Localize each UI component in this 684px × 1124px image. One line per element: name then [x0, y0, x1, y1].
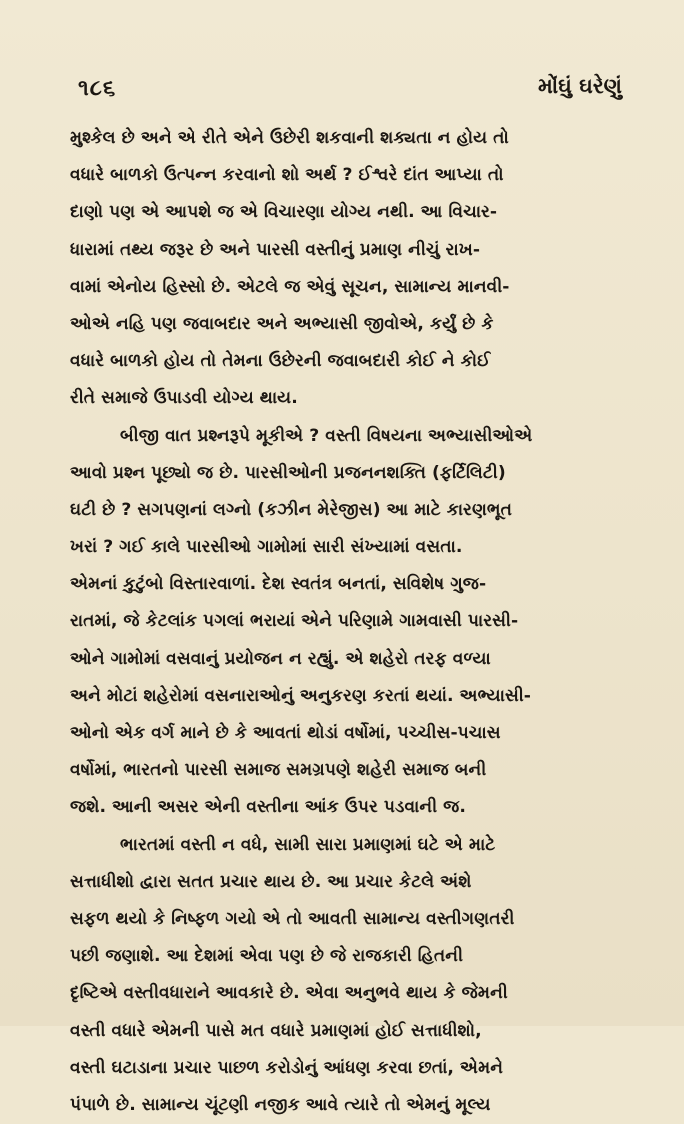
text-line: ભારતમાં વસ્તી ન વધે, સામી સારા પ્રમાણમાં ઘટે એ માટે	[120, 834, 496, 855]
text-line: સત્તાધીશો દ્વારા સતત પ્રચાર થાય છે. આ પ્રચાર કેટલે અંશે	[70, 871, 472, 892]
text-line: રાતમાં, જે કેટલાંક પગલાં ભરાયાં એને પરિણામે ગામવાસી પારસી-	[70, 611, 519, 632]
text-line: ઓનો એક વર્ગ માને છે કે આવતાં થોડાં વર્ષોમાં, પચ્ચીસ-પચાસ	[70, 723, 501, 743]
text-line: ઓને ગામોમાં વસવાનું પ્રયોજન ન રહ્યું. એ શહેરો તરફ વળ્યા	[70, 648, 491, 669]
body-text	[70, 120, 630, 1124]
paragraph-3	[70, 827, 630, 1124]
text-line: વધારે બાળકો ઉત્પન્ન કરવાનો શો અર્થ ? ઈશ્વરે દાંત આપ્યા તો	[70, 165, 504, 186]
text-line: વામાં એનોય હિસ્સો છે. એટલે જ એવું સૂચન, સામાન્ય માનવી-	[70, 276, 510, 297]
text-line: અને મોટાં શહેરોમાં વસનારાઓનું અનુકરણ કરતાં થયાં. અભ્યાસી-	[70, 685, 531, 706]
page-number: ૧૮૬	[78, 76, 117, 101]
text-line: વર્ષોમાં, ભારતનો પારસી સમાજ સમગ્રપણે શહેરી સમાજ બની	[70, 760, 487, 781]
text-line: ઓએ નહિ પણ જવાબદાર અને અભ્યાસી જીવોએ, કર્યું છે કે	[70, 313, 494, 334]
text-line: આવો પ્રશ્ન પૂછ્યો જ છે. પારસીઓની પ્રજનનશક્તિ (ફર્ટિલિટી)	[70, 462, 506, 483]
text-line: જશે. આની અસર એની વસ્તીના આંક ઉપર પડવાની જ.	[70, 797, 466, 818]
page-header	[68, 68, 622, 108]
paragraph-1	[70, 120, 630, 418]
running-title: મોંઘું ઘરેણું	[538, 74, 622, 98]
text-line: ઘટી છે ? સગપણનાં લગ્નો (કઝીન મેરેજીસ) આ માટે કારણભૂત	[70, 499, 513, 520]
paragraph-2	[70, 418, 630, 827]
text-line: વધારે બાળકો હોય તો તેમના ઉછેરની જવાબદારી કોઈ ને કોઈ	[70, 351, 491, 372]
text-line: પછી જણાશે. આ દેશમાં એવા પણ છે જે રાજકારી હિતની	[70, 946, 463, 967]
text-line: દાણો પણ એ આપશે જ એ વિચારણા યોગ્ય નથી. આ વિચાર-	[70, 202, 498, 223]
text-line: મુશ્કેલ છે અને એ રીતે એને ઉછેરી શકવાની શક્યતા ન હોય તો	[70, 128, 509, 148]
text-line: વસ્તી ઘટાડાના પ્રચાર પાછળ કરોડોનું આંધણ કરવા છતાં, એમને	[70, 1057, 504, 1078]
text-line: વસ્તી વધારે એમની પાસે મત વધારે પ્રમાણમાં હોઈ સત્તાધીશો,	[70, 1020, 482, 1041]
text-line: પંપાળે છે. સામાન્ય ચૂંટણી નજીક આવે ત્યારે તો એમનું મૂલ્ય	[70, 1094, 491, 1115]
text-line: બીજી વાત પ્રશ્નરૂપે મૂકીએ ? વસ્તી વિષયના અભ્યાસીઓએ	[120, 425, 533, 446]
text-line: સફળ થયો કે નિષ્ફળ ગયો એ તો આવતી સામાન્ય વસ્તીગણતરી	[70, 908, 515, 929]
text-line: ધારામાં તથ્ય જરૂર છે અને પારસી વસ્તીનું પ્રમાણ નીચું રાખ-	[70, 239, 480, 260]
text-line: એમનાં કુટુંબો વિસ્તારવાળાં. દેશ સ્વતંત્ર બનતાં, સવિશેષ ગુજ-	[70, 574, 487, 595]
text-line: ખરાં ? ગઈ કાલે પારસીઓ ગામોમાં સારી સંખ્યામાં વસતા.	[70, 537, 463, 558]
text-line: રીતે સમાજે ઉપાડવી યોગ્ય થાય.	[70, 388, 298, 409]
text-line: દૃષ્ટિએ વસ્તીવધારાને આવકારે છે. એવા અનુભવે થાય કે જેમની	[70, 983, 508, 1004]
